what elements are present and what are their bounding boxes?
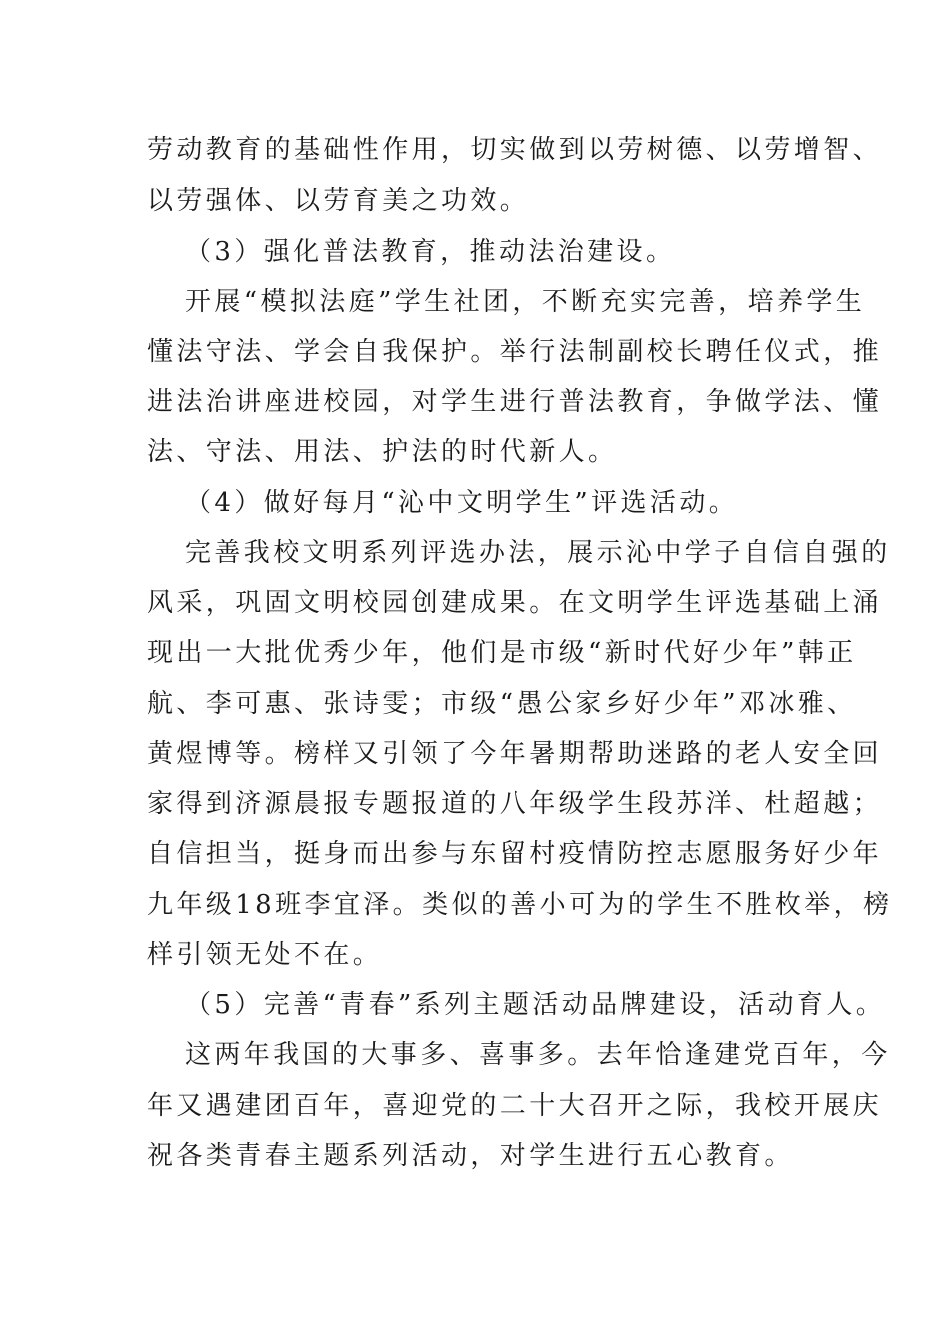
section-heading: （4）做好每月“沁中文明学生”评选活动。 — [185, 488, 739, 518]
text-line: 开展“模拟法庭”学生社团，不断充实完善，培养学生 — [185, 287, 866, 317]
text-line: 完善我校文明系列评选办法，展示沁中学子自信自强的 — [185, 538, 891, 568]
text-line: 懂法守法、学会自我保护。举行法制副校长聘任仪式，推 — [147, 337, 883, 367]
text-line: 法、守法、用法、护法的时代新人。 — [147, 437, 618, 467]
section-heading: （3）强化普法教育，推动法治建设。 — [185, 237, 676, 267]
text-line: 进法治讲座进校园，对学生进行普法教育，争做学法、懂 — [147, 387, 883, 417]
text-line: 祝各类青春主题系列活动，对学生进行五心教育。 — [147, 1141, 794, 1171]
text-line: 现出一大批优秀少年，他们是市级“新时代好少年”韩正 — [147, 638, 857, 668]
text-line: 航、李可惠、张诗雯；市级“愚公家乡好少年”邓冰雅、 — [147, 689, 857, 719]
text-line: 自信担当，挺身而出参与东留村疫情防控志愿服务好少年 — [147, 839, 883, 869]
text-line: 这两年我国的大事多、喜事多。去年恰逢建党百年，今 — [185, 1040, 891, 1070]
text-line: 年又遇建团百年，喜迎党的二十大召开之际，我校开展庆 — [147, 1091, 883, 1121]
text-line: 风采，巩固文明校园创建成果。在文明学生评选基础上涌 — [147, 588, 883, 618]
text-line: 黄煜博等。榜样又引领了今年暑期帮助迷路的老人安全回 — [147, 739, 883, 769]
section-heading: （5）完善“青春”系列主题活动品牌建设，活动育人。 — [185, 990, 886, 1020]
text-line: 以劳强体、以劳育美之功效。 — [147, 186, 530, 216]
text-line: 九年级18班李宜泽。类似的善小可为的学生不胜枚举，榜 — [147, 890, 893, 920]
text-line: 劳动教育的基础性作用，切实做到以劳树德、以劳增智、 — [147, 135, 883, 165]
text-line: 样引领无处不在。 — [147, 940, 383, 970]
text-line: 家得到济源晨报专题报道的八年级学生段苏洋、杜超越； — [147, 789, 883, 819]
